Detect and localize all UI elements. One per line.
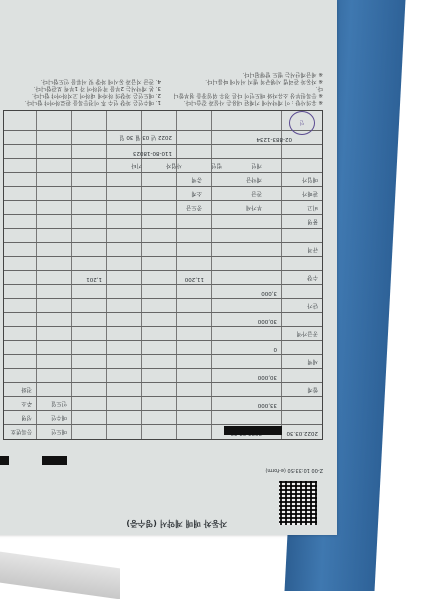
table-row [4, 354, 322, 355]
side-label: 성명 [21, 414, 32, 420]
label-cell: 중도금 [186, 204, 202, 210]
table-row [4, 214, 322, 215]
notice-section [3, 5, 323, 105]
date-line: 2022 년 03 월 30 일 [119, 134, 172, 140]
column-divider [36, 111, 37, 439]
column-divider [211, 111, 212, 439]
label-cell: 수량 [307, 274, 318, 280]
side-label: 매수인 [51, 414, 67, 420]
table-row [4, 312, 322, 313]
label-cell: 공급가액 [296, 330, 318, 336]
table-row [4, 424, 322, 425]
notice-line: ※ 자동차 관리법 시행규칙 별지 서식에 따릅니다. [205, 78, 323, 84]
form-code: Z-00 10:33:50 (e-form) [265, 467, 323, 473]
table-row [4, 144, 322, 145]
table-row [4, 410, 322, 411]
table-row [4, 158, 322, 159]
misc-value: 1,201 [86, 276, 102, 282]
checkbox-label: 개인 [251, 162, 262, 168]
label-cell: 소계 [191, 190, 202, 196]
registration-cell: 110-80-18023 [133, 150, 172, 156]
table-row [4, 130, 322, 131]
table-row [4, 396, 322, 397]
table-row [4, 368, 322, 369]
label-cell: 매입가 [302, 176, 318, 182]
subtotal-value: 30,000 [257, 374, 277, 380]
label-cell: 세액 [307, 358, 318, 364]
label-cell: 계약금 [246, 176, 262, 182]
side-label: 인도일 [51, 400, 67, 406]
side-label: 주소 [21, 400, 32, 406]
checkbox-label: 사업자 [166, 162, 182, 168]
label-cell: 부가세 [246, 204, 262, 210]
notice-line: ※ 세금계산서는 별도 발행됩니다. [242, 71, 323, 77]
floor-shadow [0, 552, 120, 599]
document-title: 자동차 매매 계약서 (영수증) [126, 519, 227, 528]
label-cell: 판매가 [302, 190, 318, 196]
notice-line: 3. 본 계약서는 2부를 작성하여 각 1부씩 보관합니다. [33, 85, 161, 91]
table-row [4, 186, 322, 187]
label-cell: 합계 [307, 386, 318, 392]
label-cell: 비고 [307, 204, 318, 210]
redaction-box [224, 426, 282, 435]
paid-value: 30,000 [257, 318, 277, 324]
column-divider [71, 111, 72, 439]
checkbox-label: 기타 [131, 162, 142, 168]
notice-line: ※ 유의사항 : 이 계약서에 기재된 내용은 사실과 같습니다. [183, 99, 323, 105]
fee-value: 11,200 [184, 276, 204, 282]
notice-left-column [6, 77, 161, 105]
table-row [4, 326, 322, 327]
notice-line: 2. 매도인은 차량의 하자에 대하여 고지하여야 합니다. [31, 92, 161, 98]
table-row [4, 298, 322, 299]
label-cell: 총액 [191, 176, 202, 182]
side-label: 등록번호 [10, 428, 32, 434]
checkbox-label: 법인 [211, 162, 222, 168]
table-row [4, 270, 322, 271]
table-row [4, 340, 322, 341]
column-divider [176, 111, 177, 439]
notice-right-column [168, 70, 323, 105]
date-cell: 2022.03.30 [286, 430, 318, 436]
side-label: 전화 [21, 386, 32, 392]
total-value: 33,000 [257, 402, 277, 408]
table-row [4, 382, 322, 383]
phone-cell: 02-883-1234 [256, 136, 292, 142]
column-divider [281, 111, 282, 439]
side-label: 매도인 [51, 428, 67, 434]
table-row [4, 228, 322, 229]
label-cell: 규격 [307, 246, 318, 252]
notice-line: 4. 잔금 지급과 동시에 차량 및 서류를 인도합니다. [40, 78, 161, 84]
label-cell: 품명 [307, 218, 318, 224]
redaction-box [0, 456, 9, 465]
table-row [4, 256, 322, 257]
contract-table [3, 110, 323, 440]
notice-line: ※ 등록원부상 소유자와 매도인이 다른 경우 위임장을 첨부합니다. [173, 85, 323, 98]
tax-value: 3,000 [261, 290, 277, 296]
table-row [4, 284, 322, 285]
label-cell: 잔금 [251, 190, 262, 196]
redaction-box [42, 456, 67, 465]
qr-code-icon [279, 481, 317, 525]
table-row [4, 242, 322, 243]
notice-line: 1. 매수인은 차량 인수 후 이전등록을 완료하여야 합니다. [24, 99, 161, 105]
label-cell: 단가 [307, 302, 318, 308]
column-divider [141, 111, 142, 439]
seal-stamp: 인 [289, 111, 315, 135]
table-row [4, 172, 322, 173]
column-divider [106, 111, 107, 439]
table-row [4, 200, 322, 201]
balance-value: 0 [273, 346, 277, 352]
